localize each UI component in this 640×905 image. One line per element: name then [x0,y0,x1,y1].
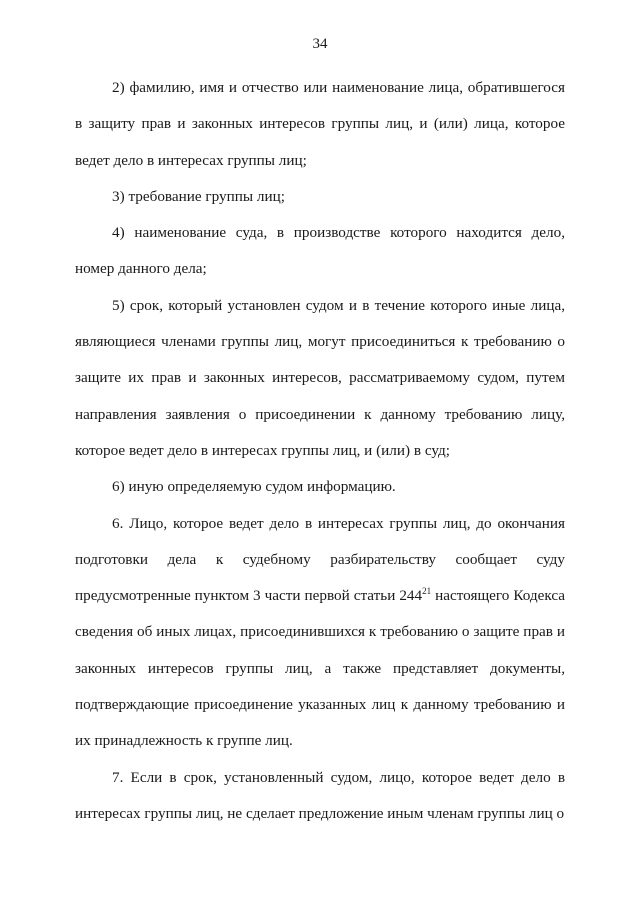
paragraph-item-4: 4) наименование суда, в производстве которого находится дело, номер данного дела; [75,224,565,278]
paragraph-item-3: 3) требование группы лиц; [112,187,285,205]
document-body [75,70,565,832]
paragraph-item-2: 2) фамилию, имя и отчество или наименование лица, обратившегося в защиту прав и законных интересов группы лиц, и (или) лица, которое ведет дело в интересах группы лиц; [75,79,565,169]
page-number: 34 [312,36,328,52]
paragraph-clause-7: 7. Если в срок, установленный судом, лицо, которое ведет дело в интересах группы лиц, не сделает предложение иным членам группы лиц о [75,768,565,822]
paragraph-item-6: 6) иную определяемую судом информацию. [112,478,396,496]
clause-6-text-end: настоящего Кодекса сведения об иных лицах, присоединившихся к требованию о защите прав и законных интересов группы лиц, а также представляет документы, подтверждающие присоединение указанных лиц к данному требованию и их принадлежность к группе лиц. [75,587,565,750]
paragraph-clause-6 [75,506,565,760]
clause-6-text-start: 6. Лицо, которое ведет дело в интересах группы лиц, до окончания подготовки дела к судебному разбирательству сообщает суду предусмотренные пунктом 3 части первой статьи 244 [75,514,565,605]
paragraph-item-5: 5) срок, который установлен судом и в течение которого иные лица, являющиеся членами группы лиц, могут присоединиться к требованию о защите их прав и законных интересов, рассматриваемому судом, путем направления заявления о присоединении к данному требованию лицу, которое ведет дело в интересах группы лиц, и (или) в суд; [75,296,565,459]
article-superscript: 21 [422,586,432,597]
